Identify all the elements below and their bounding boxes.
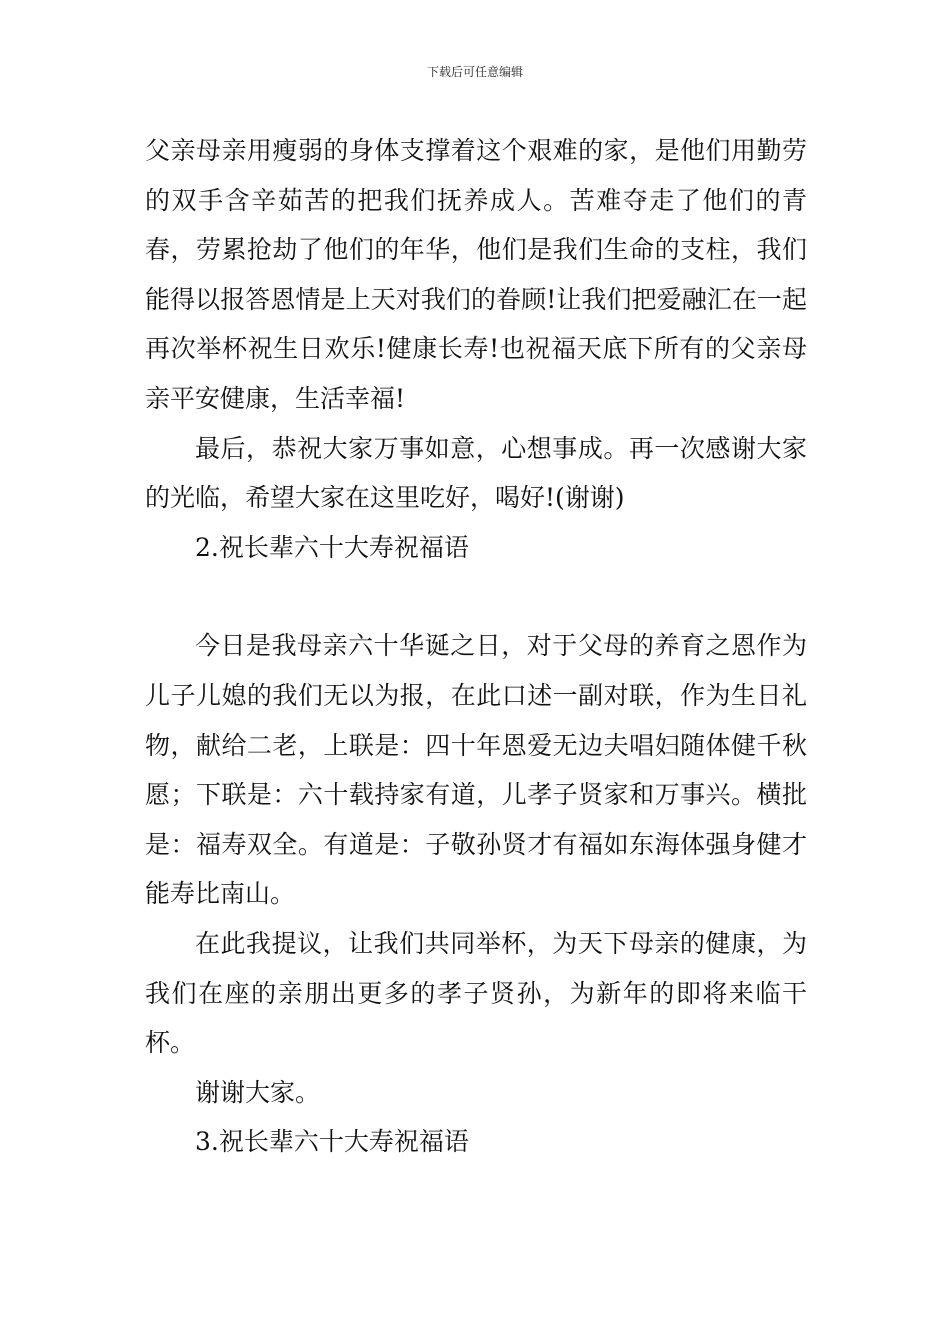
section-heading-3: 3.祝长辈六十大寿祝福语 bbox=[195, 1127, 469, 1157]
paragraph-thank-you: 谢谢大家。 bbox=[195, 1077, 321, 1107]
document-body bbox=[145, 126, 807, 1167]
paragraph-closing-thanks: 最后，恭祝大家万事如意，心想事成。再一次感谢大家的光临，希望大家在这里吃好，喝好!(谢谢) bbox=[145, 433, 807, 513]
paragraph-birthday-couplet: 今日是我母亲六十华诞之日，对于父母的养育之恩作为儿子儿媳的我们无以为报，在此口述一副对联，作为生日礼物，献给二老，上联是：四十年恩爱无边夫唱妇随体健千秋愿；下联是：六十载持家有道，儿孝子贤家和万事兴。横批是：福寿双全。有道是：子敬孙贤才有福如东海体强身健才能寿比南山。 bbox=[145, 631, 807, 909]
paragraph-parents-tribute: 父亲母亲用瘦弱的身体支撑着这个艰难的家，是他们用勤劳的双手含辛茹苦的把我们抚养成人。苦难夺走了他们的青春，劳累抢劫了他们的年华，他们是我们生命的支柱，我们能得以报答恩情是上天对我们的眷顾!让我们把爱融汇在一起再次举杯祝生日欢乐!健康长寿!也祝福天底下所有的父亲母亲平安健康，生活幸福! bbox=[145, 136, 807, 413]
section-heading-2: 2.祝长辈六十大寿祝福语 bbox=[195, 532, 469, 562]
blank-line bbox=[145, 572, 807, 621]
page-header-note: 下载后可任意编辑 bbox=[426, 65, 523, 79]
paragraph-toast: 在此我提议，让我们共同举杯，为天下母亲的健康，为我们在座的亲朋出更多的孝子贤孙，为新年的即将来临干杯。 bbox=[145, 928, 807, 1058]
